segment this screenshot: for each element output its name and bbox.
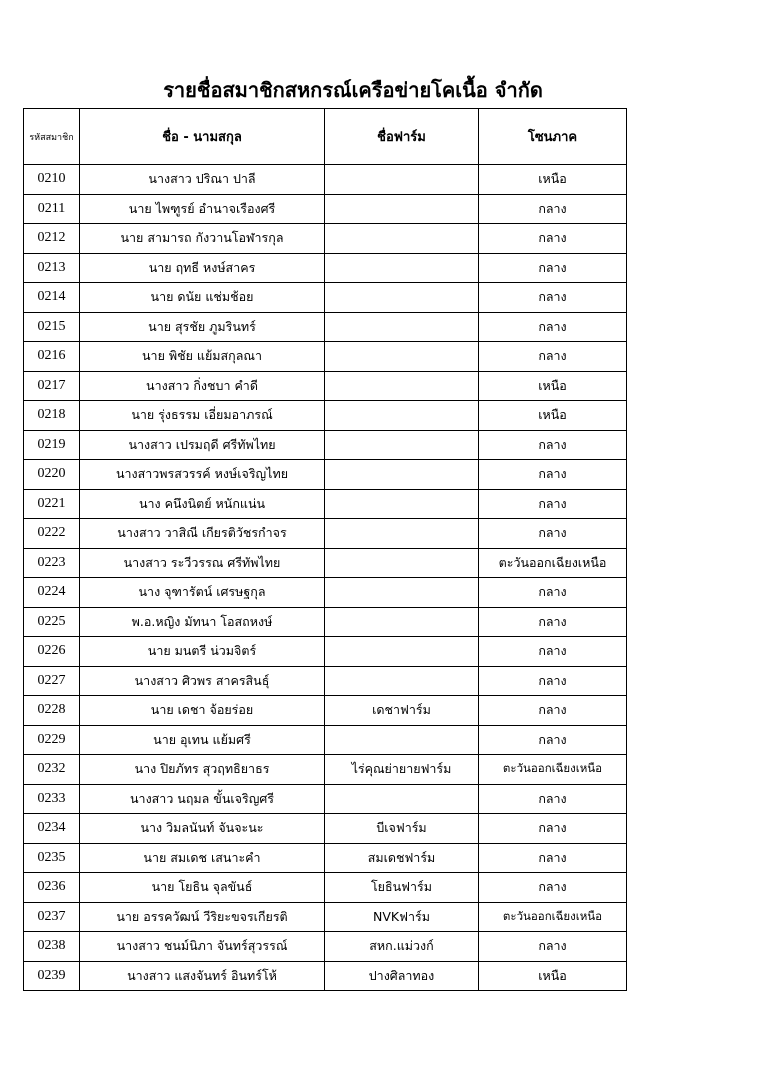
- cell-farm: [325, 253, 479, 283]
- cell-farm: สหก.แม่วงก์: [325, 932, 479, 962]
- cell-zone: กลาง: [479, 578, 627, 608]
- header-code: รหัสสมาชิก: [24, 109, 80, 165]
- cell-farm: [325, 194, 479, 224]
- table-row: [24, 637, 627, 667]
- table-row: [24, 519, 627, 549]
- header-farm: ชื่อฟาร์ม: [325, 109, 479, 165]
- header-zone: โซนภาค: [479, 109, 627, 165]
- cell-zone: กลาง: [479, 224, 627, 254]
- table-row: [24, 283, 627, 313]
- cell-zone: ตะวันออกเฉียงเหนือ: [479, 755, 627, 785]
- cell-zone: ตะวันออกเฉียงเหนือ: [479, 548, 627, 578]
- table-row: [24, 902, 627, 932]
- cell-code: 0238: [24, 932, 80, 962]
- table-row: [24, 460, 627, 490]
- cell-name: นางสาว เปรมฤดี ศรีทัพไทย: [80, 430, 325, 460]
- cell-code: 0218: [24, 401, 80, 431]
- cell-name: นาง จุฑารัตน์ เศรษฐกุล: [80, 578, 325, 608]
- cell-farm: [325, 401, 479, 431]
- cell-farm: NVKฟาร์ม: [325, 902, 479, 932]
- table-row: [24, 843, 627, 873]
- cell-zone: กลาง: [479, 666, 627, 696]
- cell-code: 0236: [24, 873, 80, 903]
- cell-code: 0217: [24, 371, 80, 401]
- cell-code: 0228: [24, 696, 80, 726]
- table-row: [24, 253, 627, 283]
- cell-code: 0226: [24, 637, 80, 667]
- cell-farm: [325, 607, 479, 637]
- cell-zone: กลาง: [479, 843, 627, 873]
- table-row: [24, 932, 627, 962]
- cell-code: 0227: [24, 666, 80, 696]
- cell-code: 0213: [24, 253, 80, 283]
- cell-zone: กลาง: [479, 784, 627, 814]
- cell-farm: [325, 460, 479, 490]
- cell-name: นาย โยธิน จุลขันธ์: [80, 873, 325, 903]
- cell-farm: [325, 578, 479, 608]
- cell-farm: [325, 342, 479, 372]
- cell-zone: กลาง: [479, 253, 627, 283]
- cell-farm: [325, 637, 479, 667]
- cell-name: นาง ปิยภัทร สุวฤทธิยาธร: [80, 755, 325, 785]
- cell-farm: [325, 224, 479, 254]
- table-row: [24, 578, 627, 608]
- table-row: [24, 401, 627, 431]
- table-row: [24, 961, 627, 991]
- table-row: [24, 342, 627, 372]
- table-header: [24, 109, 627, 165]
- table-row: [24, 814, 627, 844]
- cell-code: 0211: [24, 194, 80, 224]
- table-row: [24, 873, 627, 903]
- cell-code: 0233: [24, 784, 80, 814]
- cell-name: นางสาว ชนม์นิภา จันทร์สุวรรณ์: [80, 932, 325, 962]
- cell-farm: [325, 666, 479, 696]
- cell-zone: ตะวันออกเฉียงเหนือ: [479, 902, 627, 932]
- cell-zone: กลาง: [479, 873, 627, 903]
- cell-zone: กลาง: [479, 814, 627, 844]
- cell-zone: กลาง: [479, 283, 627, 313]
- header-row: [24, 109, 627, 165]
- cell-code: 0224: [24, 578, 80, 608]
- cell-code: 0237: [24, 902, 80, 932]
- table-row: [24, 312, 627, 342]
- cell-code: 0216: [24, 342, 80, 372]
- cell-code: 0223: [24, 548, 80, 578]
- cell-name: นาง คนึงนิตย์ หนักแน่น: [80, 489, 325, 519]
- cell-zone: กลาง: [479, 194, 627, 224]
- table-row: [24, 194, 627, 224]
- cell-name: นาย พิชัย แย้มสกุลณา: [80, 342, 325, 372]
- cell-farm: สมเดชฟาร์ม: [325, 843, 479, 873]
- cell-zone: กลาง: [479, 519, 627, 549]
- cell-name: นาย มนตรี น่วมจิตร์: [80, 637, 325, 667]
- cell-code: 0235: [24, 843, 80, 873]
- cell-zone: กลาง: [479, 342, 627, 372]
- table-row: [24, 666, 627, 696]
- cell-farm: [325, 725, 479, 755]
- cell-zone: กลาง: [479, 607, 627, 637]
- cell-zone: เหนือ: [479, 165, 627, 195]
- cell-code: 0229: [24, 725, 80, 755]
- table-row: [24, 548, 627, 578]
- cell-code: 0220: [24, 460, 80, 490]
- table-row: [24, 784, 627, 814]
- cell-name: นาย สามารถ กังวานโอฬารกุล: [80, 224, 325, 254]
- cell-zone: เหนือ: [479, 961, 627, 991]
- cell-name: นาย ไพฑูรย์ อำนาจเรืองศรี: [80, 194, 325, 224]
- cell-code: 0210: [24, 165, 80, 195]
- cell-name: นางสาวพรสวรรค์ หงษ์เจริญไทย: [80, 460, 325, 490]
- cell-name: นางสาว ปริณา ปาลี: [80, 165, 325, 195]
- cell-farm: [325, 165, 479, 195]
- cell-name: นางสาว วาสิณี เกียรติวัชรกำจร: [80, 519, 325, 549]
- cell-code: 0214: [24, 283, 80, 313]
- cell-name: พ.อ.หญิง มัทนา โอสถหงษ์: [80, 607, 325, 637]
- table-row: [24, 489, 627, 519]
- cell-zone: กลาง: [479, 489, 627, 519]
- cell-code: 0212: [24, 224, 80, 254]
- cell-code: 0221: [24, 489, 80, 519]
- cell-farm: [325, 519, 479, 549]
- cell-name: นางสาว นฤมล ขั้นเจริญศรี: [80, 784, 325, 814]
- cell-zone: กลาง: [479, 312, 627, 342]
- cell-name: นาย สุรชัย ภูมรินทร์: [80, 312, 325, 342]
- members-table: [23, 108, 627, 991]
- cell-zone: กลาง: [479, 725, 627, 755]
- cell-farm: [325, 430, 479, 460]
- cell-name: นางสาว แสงจันทร์ อินทร์โห้: [80, 961, 325, 991]
- cell-name: นาย อุเทน แย้มศรี: [80, 725, 325, 755]
- cell-farm: [325, 312, 479, 342]
- cell-zone: กลาง: [479, 460, 627, 490]
- cell-zone: เหนือ: [479, 371, 627, 401]
- cell-farm: เดชาฟาร์ม: [325, 696, 479, 726]
- table-row: [24, 371, 627, 401]
- cell-farm: [325, 371, 479, 401]
- cell-zone: กลาง: [479, 430, 627, 460]
- cell-code: 0219: [24, 430, 80, 460]
- header-name: ชื่อ - นามสกุล: [80, 109, 325, 165]
- cell-name: นาย ดนัย แช่มช้อย: [80, 283, 325, 313]
- page-title: [0, 74, 626, 106]
- cell-code: 0234: [24, 814, 80, 844]
- cell-name: นางสาว ศิวพร สาครสินธุ์: [80, 666, 325, 696]
- cell-code: 0232: [24, 755, 80, 785]
- cell-code: 0225: [24, 607, 80, 637]
- cell-code: 0222: [24, 519, 80, 549]
- cell-name: นาย สมเดช เสนาะคำ: [80, 843, 325, 873]
- cell-farm: บีเจฟาร์ม: [325, 814, 479, 844]
- table-row: [24, 755, 627, 785]
- cell-name: นางสาว กิ่งชบา คำดี: [80, 371, 325, 401]
- cell-farm: [325, 283, 479, 313]
- cell-name: นาย ฤทธี หงษ์สาคร: [80, 253, 325, 283]
- cell-code: 0215: [24, 312, 80, 342]
- cell-name: นาย เดชา จ้อยร่อย: [80, 696, 325, 726]
- cell-name: นาง วิมลนันท์ จันจะนะ: [80, 814, 325, 844]
- cell-name: นาย รุ่งธรรม เอี่ยมอาภรณ์: [80, 401, 325, 431]
- cell-code: 0239: [24, 961, 80, 991]
- table-body: [24, 165, 627, 991]
- cell-zone: กลาง: [479, 637, 627, 667]
- cell-zone: กลาง: [479, 932, 627, 962]
- table-row: [24, 696, 627, 726]
- cell-farm: โยธินฟาร์ม: [325, 873, 479, 903]
- table-row: [24, 725, 627, 755]
- cell-farm: ปางศิลาทอง: [325, 961, 479, 991]
- page-title-text: รายชื่อสมาชิกสหกรณ์เครือข่ายโคเนื้อ จำกัด: [163, 78, 543, 102]
- cell-name: นางสาว ระวีวรรณ ศรีทัพไทย: [80, 548, 325, 578]
- cell-farm: ไร่คุณย่ายายฟาร์ม: [325, 755, 479, 785]
- cell-zone: เหนือ: [479, 401, 627, 431]
- cell-name: นาย อรรควัฒน์ วีริยะขจรเกียรติ: [80, 902, 325, 932]
- table-row: [24, 165, 627, 195]
- cell-zone: กลาง: [479, 696, 627, 726]
- table-row: [24, 607, 627, 637]
- table-row: [24, 430, 627, 460]
- cell-farm: [325, 784, 479, 814]
- table-row: [24, 224, 627, 254]
- cell-farm: [325, 489, 479, 519]
- cell-farm: [325, 548, 479, 578]
